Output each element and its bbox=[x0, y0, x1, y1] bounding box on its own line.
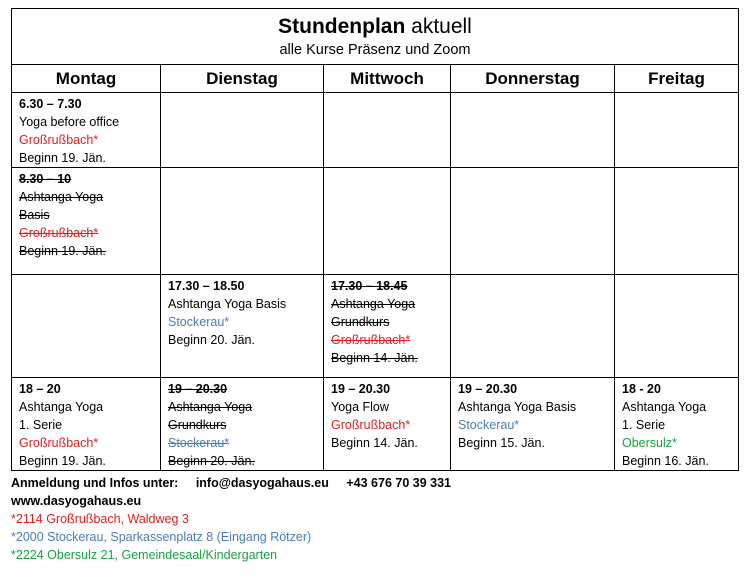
course-name: Ashtanga Yoga bbox=[331, 297, 416, 311]
course-time: 6.30 – 7.30 bbox=[19, 97, 82, 111]
course-start: Beginn 15. Jän. bbox=[458, 436, 545, 450]
day-header-monday: Montag bbox=[12, 65, 161, 93]
contact-label: Anmeldung und Infos unter: bbox=[11, 476, 179, 490]
empty-cell bbox=[161, 93, 324, 168]
website-link[interactable]: www.dasyogahaus.eu bbox=[11, 494, 142, 508]
course-name: Ashtanga Yoga Basis bbox=[168, 297, 287, 311]
empty-cell bbox=[615, 168, 739, 275]
course-cell-tue-4 bbox=[161, 378, 324, 471]
course-start: Beginn 14. Jän. bbox=[331, 351, 418, 365]
empty-cell bbox=[161, 168, 324, 275]
contact-phone[interactable]: +43 676 70 39 331 bbox=[346, 476, 451, 490]
course-cell-mon-2 bbox=[12, 168, 161, 275]
footer bbox=[11, 474, 451, 564]
day-header-thursday: Donnerstag bbox=[451, 65, 615, 93]
course-name-line2: 1. Serie bbox=[19, 418, 63, 432]
course-location: Großrußbach* bbox=[19, 133, 99, 147]
empty-cell bbox=[615, 93, 739, 168]
empty-cell bbox=[324, 93, 451, 168]
course-location: Stockerau* bbox=[168, 436, 230, 450]
course-cell-fri-4 bbox=[615, 378, 739, 471]
course-name: Yoga Flow bbox=[331, 400, 389, 414]
course-name-line2: 1. Serie bbox=[622, 418, 666, 432]
course-start: Beginn 14. Jän. bbox=[331, 436, 418, 450]
course-name: Ashtanga Yoga bbox=[19, 400, 104, 414]
course-name: Ashtanga Yoga bbox=[168, 400, 253, 414]
contact-line bbox=[11, 474, 451, 492]
title-cell bbox=[12, 9, 739, 65]
course-name-line2: Grundkurs bbox=[331, 315, 390, 329]
empty-cell bbox=[451, 168, 615, 275]
course-time: 17.30 – 18.45 bbox=[331, 279, 408, 293]
course-location: Stockerau* bbox=[168, 315, 230, 329]
course-time: 8.30 – 10 bbox=[19, 172, 72, 186]
course-location: Obersulz* bbox=[622, 436, 677, 450]
course-start: Beginn 19. Jän. bbox=[19, 454, 106, 468]
address-grossrussbach: *2114 Großrußbach, Waldweg 3 bbox=[11, 512, 189, 526]
course-time: 17.30 – 18.50 bbox=[168, 279, 245, 293]
address-stockerau: *2000 Stockerau, Sparkassenplatz 8 (Eingang Rötzer) bbox=[11, 530, 312, 544]
course-name: Ashtanga Yoga Basis bbox=[458, 400, 577, 414]
day-header-wednesday: Mittwoch bbox=[324, 65, 451, 93]
course-start: Beginn 20. Jän. bbox=[168, 333, 255, 347]
course-start: Beginn 19. Jän. bbox=[19, 244, 106, 258]
schedule-table bbox=[11, 8, 739, 471]
course-location: Großrußbach* bbox=[19, 436, 99, 450]
course-location: Stockerau* bbox=[458, 418, 520, 432]
empty-cell bbox=[12, 275, 161, 378]
page-title: Stundenplan aktuell bbox=[278, 15, 472, 38]
day-header-tuesday: Dienstag bbox=[161, 65, 324, 93]
course-time: 18 - 20 bbox=[622, 382, 661, 396]
page-subtitle: alle Kurse Präsenz und Zoom bbox=[279, 42, 471, 58]
course-cell-wed-3 bbox=[324, 275, 451, 378]
course-cell-wed-4 bbox=[324, 378, 451, 471]
course-location: Großrußbach* bbox=[331, 333, 411, 347]
empty-cell bbox=[451, 93, 615, 168]
course-location: Großrußbach* bbox=[19, 226, 99, 240]
address-obersulz: *2224 Obersulz 21, Gemeindesaal/Kindergarten bbox=[11, 548, 278, 562]
course-time: 19 – 20.30 bbox=[331, 382, 391, 396]
course-time: 19 – 20.30 bbox=[458, 382, 518, 396]
course-name: Ashtanga Yoga bbox=[622, 400, 707, 414]
empty-cell bbox=[324, 168, 451, 275]
course-cell-tue-3 bbox=[161, 275, 324, 378]
course-time: 18 – 20 bbox=[19, 382, 61, 396]
course-start: Beginn 20. Jän. bbox=[168, 454, 255, 468]
course-name-line2: Grundkurs bbox=[168, 418, 227, 432]
empty-cell bbox=[451, 275, 615, 378]
course-cell-thu-4 bbox=[451, 378, 615, 471]
course-location: Großrußbach* bbox=[331, 418, 411, 432]
course-cell-mon-4 bbox=[12, 378, 161, 471]
day-header-friday: Freitag bbox=[615, 65, 739, 93]
empty-cell bbox=[615, 275, 739, 378]
course-time: 19 – 20.30 bbox=[168, 382, 228, 396]
course-start: Beginn 19. Jän. bbox=[19, 151, 106, 165]
course-name: Ashtanga Yoga bbox=[19, 190, 104, 204]
course-name: Yoga before office bbox=[19, 115, 120, 129]
course-name-line2: Basis bbox=[19, 208, 50, 222]
contact-email[interactable]: info@dasyogahaus.eu bbox=[195, 476, 329, 490]
course-start: Beginn 16. Jän. bbox=[622, 454, 709, 468]
course-cell-mon-1 bbox=[12, 93, 161, 168]
